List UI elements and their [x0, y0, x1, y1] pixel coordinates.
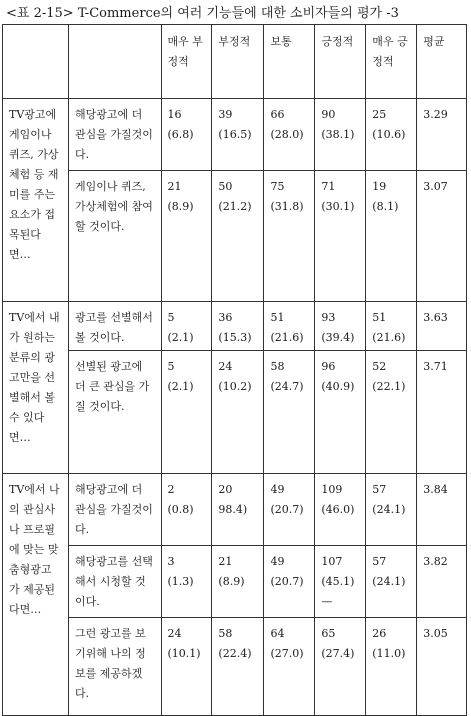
percent: (39.4) [321, 331, 355, 344]
count: 51 [270, 311, 285, 324]
percent: (10.6) [372, 128, 406, 141]
condition-cell: TV에서 나의 관심사나 프로필에 맞는 맞춤형광고가 제공된다면… [3, 474, 69, 716]
count: 20 [218, 483, 233, 496]
table-row [3, 302, 467, 351]
dash-mark: — [321, 595, 333, 608]
table-row [3, 351, 467, 474]
count: 66 [270, 108, 285, 121]
percent: (24.1) [372, 575, 406, 588]
percent: (24.7) [270, 380, 304, 393]
positive-cell [315, 546, 366, 618]
percent: (21.6) [270, 331, 304, 344]
percent: (20.7) [270, 575, 304, 588]
count: 93 [321, 311, 336, 324]
count: 58 [270, 360, 285, 373]
percent: (8.9) [167, 200, 194, 213]
neutral-cell [264, 546, 315, 618]
count: 24 [167, 627, 182, 640]
very-negative-cell [161, 302, 212, 351]
average-cell: 3.84 [417, 474, 467, 546]
count: 64 [270, 627, 285, 640]
count: 2 [167, 483, 175, 496]
percent: (30.1) [321, 200, 355, 213]
very-positive-cell [366, 99, 417, 171]
percent: (40.9) [321, 380, 355, 393]
very-negative-cell [161, 546, 212, 618]
table-row [3, 99, 467, 171]
percent: (45.1) [321, 575, 355, 588]
negative-cell [212, 99, 264, 171]
percent: (2.1) [167, 380, 194, 393]
count: 49 [270, 483, 285, 496]
very-positive-cell [366, 171, 417, 302]
count: 58 [218, 627, 233, 640]
statement-cell: 그런 광고를 보기위해 나의 정보를 제공하겠다. [68, 618, 161, 716]
very-positive-cell [366, 351, 417, 474]
percent: (2.1) [167, 331, 194, 344]
header-average: 평균 [417, 25, 467, 99]
percent: (10.1) [167, 647, 201, 660]
count: 5 [167, 311, 175, 324]
header-empty-1 [3, 25, 69, 99]
positive-cell [315, 302, 366, 351]
count: 52 [372, 360, 387, 373]
positive-cell [315, 351, 366, 474]
negative-cell [212, 171, 264, 302]
percent: (16.5) [218, 128, 252, 141]
percent: (10.2) [218, 380, 252, 393]
percent: (24.1) [372, 503, 406, 516]
average-cell: 3.05 [417, 618, 467, 716]
average-cell: 3.63 [417, 302, 467, 351]
count: 71 [321, 180, 336, 193]
header-row [3, 25, 467, 99]
count: 57 [372, 555, 387, 568]
statement-cell: 광고를 선별해서 볼 것이다. [68, 302, 161, 351]
count: 5 [167, 360, 175, 373]
count: 24 [218, 360, 233, 373]
count: 57 [372, 483, 387, 496]
average-cell: 3.29 [417, 99, 467, 171]
header-empty-2 [68, 25, 161, 99]
count: 21 [218, 555, 233, 568]
very-positive-cell [366, 474, 417, 546]
percent: (6.8) [167, 128, 194, 141]
negative-cell [212, 546, 264, 618]
positive-cell [315, 99, 366, 171]
count: 26 [372, 627, 387, 640]
count: 51 [372, 311, 387, 324]
header-very-negative: 매우 부정적 [161, 25, 212, 99]
neutral-cell [264, 171, 315, 302]
statement-cell: 해당광고에 더 관심을 가질것이다. [68, 474, 161, 546]
percent: (28.0) [270, 128, 304, 141]
count: 39 [218, 108, 233, 121]
percent: (0.8) [167, 503, 194, 516]
count: 3 [167, 555, 175, 568]
table-row [3, 474, 467, 546]
very-positive-cell [366, 546, 417, 618]
table-title: <표 2-15> T-Commerce의 여러 기능들에 대한 소비자들의 평가 -3 [6, 6, 399, 21]
percent: (27.4) [321, 647, 355, 660]
average-cell: 3.71 [417, 351, 467, 474]
negative-cell [212, 474, 264, 546]
count: 109 [321, 483, 343, 496]
count: 21 [167, 180, 182, 193]
negative-cell [212, 351, 264, 474]
statement-cell: 선별된 광고에 더 큰 관심을 가질 것이다. [68, 351, 161, 474]
header-very-positive: 매우 긍정적 [366, 25, 417, 99]
neutral-cell [264, 351, 315, 474]
count: 49 [270, 555, 285, 568]
average-cell: 3.07 [417, 171, 467, 302]
percent: (20.7) [270, 503, 304, 516]
condition-cell: TV광고에 게임이나 퀴즈, 가상 체험 등 재미를 주는 요소가 접목된다면… [3, 99, 69, 302]
count: 75 [270, 180, 285, 193]
evaluation-table [2, 24, 467, 716]
count: 50 [218, 180, 233, 193]
count: 25 [372, 108, 387, 121]
percent: (46.0) [321, 503, 355, 516]
header-neutral: 보통 [264, 25, 315, 99]
statement-cell: 해당광고를 선택해서 시청할 것이다. [68, 546, 161, 618]
count: 36 [218, 311, 233, 324]
statement-cell: 해당광고에 더 관심을 가질것이다. [68, 99, 161, 171]
count: 16 [167, 108, 182, 121]
very-negative-cell [161, 351, 212, 474]
percent: (15.3) [218, 331, 252, 344]
percent: 98.4) [218, 503, 248, 516]
table-row [3, 546, 467, 618]
count: 107 [321, 555, 343, 568]
count: 19 [372, 180, 387, 193]
percent: (38.1) [321, 128, 355, 141]
neutral-cell [264, 302, 315, 351]
table-row [3, 171, 467, 302]
percent: (27.0) [270, 647, 304, 660]
average-cell: 3.82 [417, 546, 467, 618]
neutral-cell [264, 99, 315, 171]
percent: (1.3) [167, 575, 194, 588]
percent: (22.1) [372, 380, 406, 393]
positive-cell [315, 474, 366, 546]
very-negative-cell [161, 171, 212, 302]
positive-cell [315, 171, 366, 302]
very-negative-cell [161, 474, 212, 546]
count: 96 [321, 360, 336, 373]
neutral-cell [264, 474, 315, 546]
percent: (31.8) [270, 200, 304, 213]
percent: (22.4) [218, 647, 252, 660]
header-negative: 부정적 [212, 25, 264, 99]
negative-cell [212, 302, 264, 351]
very-negative-cell [161, 99, 212, 171]
very-positive-cell [366, 302, 417, 351]
percent: (8.1) [372, 200, 399, 213]
percent: (8.9) [218, 575, 245, 588]
percent: (11.0) [372, 647, 406, 660]
count: 65 [321, 627, 336, 640]
count: 90 [321, 108, 336, 121]
percent: (21.2) [218, 200, 252, 213]
condition-cell: TV에서 내가 원하는 분류의 광고만을 선별해서 볼 수 있다면… [3, 302, 69, 474]
header-positive: 긍정적 [315, 25, 366, 99]
percent: (21.6) [372, 331, 406, 344]
statement-cell: 게임이나 퀴즈, 가상체험에 참여할 것이다. [68, 171, 161, 302]
